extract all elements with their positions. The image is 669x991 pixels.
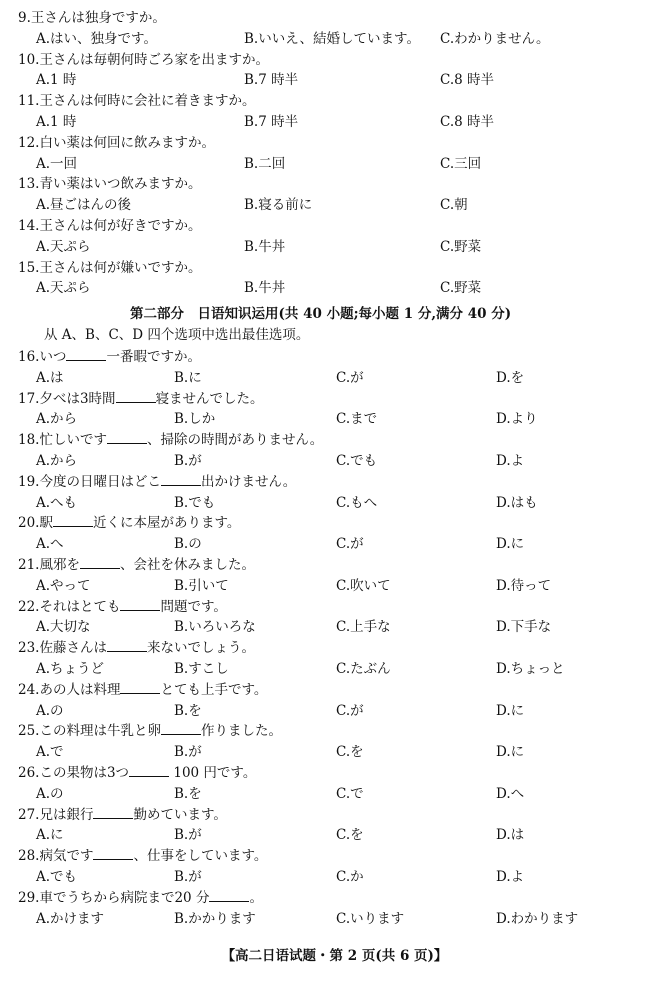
answer-blank [53,514,93,527]
option: C.8 時半 [440,72,495,89]
answer-blank [93,806,133,819]
options-row [36,532,656,552]
option: B.かかります [174,910,256,927]
option: D.に [496,744,525,761]
option: A.かけます [36,910,105,927]
option: C.たぶん [336,661,391,677]
answer-blank [161,473,201,486]
question-text [18,511,240,531]
option: D.はも [496,494,538,511]
option: D.に [496,536,525,553]
option: A.やって [36,577,91,594]
option: D.を [496,369,525,386]
question-text: 13.青い薬はいつ飲みますか。 [18,176,202,193]
options-row [36,657,656,677]
answer-blank [107,639,147,652]
option: A.ちょうど [36,661,105,677]
option: A.に [36,827,64,844]
option: A.の [36,785,64,802]
option: C.を [336,827,364,844]
option: B.が [174,827,202,844]
answer-blank [116,390,156,403]
option: D.よ [496,453,525,469]
option: A.の [36,702,64,719]
option: C.野菜 [440,280,482,297]
question-text [18,844,267,864]
question-prefix: 29.車でうちから病院まで20 分 [18,889,210,906]
question-prefix: 25.この料理は牛乳と卵 [18,723,161,740]
options-row [36,407,656,427]
option: C.が [336,536,364,553]
option: C.野菜 [440,238,482,255]
question-text [18,470,296,490]
option: A.大切な [36,619,91,636]
option: A.昼ごはんの後 [36,197,132,214]
question-text [18,886,263,906]
option: D.に [496,702,525,719]
question-text [18,636,255,656]
question-text: 10.王さんは毎朝何時ごろ家を出ますか。 [18,51,269,68]
options-row [36,574,656,594]
section-title: 第二部分 日语知识运用(共 40 小题;每小题 1 分,满分 40 分) [130,306,512,322]
question-suffix: 、会社を休みました。 [119,557,255,573]
option: C.が [336,369,364,386]
question-text: 15.王さんは何が嫌いですか。 [18,259,202,276]
option: B.牛丼 [244,238,286,255]
question-suffix: 、仕事をしています。 [133,848,268,865]
option: A.へ [36,536,64,553]
option: A.1 時 [36,72,77,89]
option: B.牛丼 [244,280,286,297]
answer-blank [107,431,147,444]
option: B.が [174,453,202,469]
question-suffix: 、掃除の時間がありません。 [146,432,324,449]
option: A.一回 [36,155,78,172]
question-prefix: 19.今度の日曜日はどこ [18,473,161,490]
question-suffix: 。 [249,889,263,906]
page-footer: 【高二日语试题・第 2 页(共 6 页)】 [221,948,448,964]
option: C.を [336,744,364,761]
question-suffix: 近くに本屋があります。 [92,515,241,532]
options-row [36,782,656,802]
question-prefix: 21.風邪を [18,557,80,573]
option: B.を [174,702,202,719]
options-row [36,615,656,635]
question-text: 9.王さんは独身ですか。 [18,10,166,26]
question-suffix: とても上手です。 [160,681,268,698]
option: A.は [36,369,64,386]
option: D.わかります [496,910,579,927]
option: D.より [496,411,538,428]
option: A.天ぷら [36,238,91,255]
options-row [36,276,656,296]
option: B.が [174,869,202,885]
question-prefix: 16.いつ [18,349,67,365]
option: C.8 時半 [440,114,495,130]
options-row [36,235,656,255]
question-text [18,803,227,823]
answer-blank [129,764,169,777]
options-row [36,865,656,885]
option: C.が [336,702,364,719]
question-text [18,719,282,739]
question-prefix: 27.兄は銀行 [18,806,94,823]
question-text [18,428,323,448]
question-prefix: 26.この果物は3つ [18,765,130,781]
options-row [36,152,656,172]
options-row [36,740,656,760]
option: B.すこし [174,661,229,677]
question-text: 11.王さんは何時に会社に着きますか。 [18,93,256,110]
option: C.吹いて [336,577,391,594]
option: B.が [174,744,202,761]
option: A.へも [36,494,78,511]
question-text [18,678,267,698]
question-suffix: 100 円です。 [169,765,257,781]
options-row [36,907,656,927]
question-suffix: 来ないでしょう。 [146,640,255,657]
options-row [36,699,656,719]
answer-blank [120,598,160,611]
question-suffix: 作りました。 [200,723,282,740]
question-suffix: 問題です。 [160,598,227,615]
option: C.上手な [336,619,391,636]
option: C.もへ [336,494,378,511]
question-prefix: 28.病気です [18,848,94,865]
options-row [36,27,656,47]
option: C.まで [336,411,378,428]
question-prefix: 20.駅 [18,515,53,532]
option: C.でも [336,453,378,469]
option: B.しか [174,411,216,428]
option: D.は [496,827,525,844]
answer-blank [161,722,201,735]
question-text: 14.王さんは何が好きですか。 [18,218,202,234]
option: C.三回 [440,155,482,172]
option: B.いいえ、結婚しています。 [244,30,420,47]
question-suffix: 勤めています。 [133,806,227,823]
answer-blank [209,889,249,902]
option: C.いります [336,910,405,927]
option: A.から [36,453,78,469]
option: B.7 時半 [244,114,299,130]
option: A.天ぷら [36,280,91,297]
option: B.いろいろな [174,619,256,636]
option: B.引いて [174,577,229,594]
option: D.待って [496,577,552,594]
options-row [36,68,656,88]
option: A.で [36,744,64,761]
answer-blank [66,348,106,361]
question-text: 12.白い薬は何回に飲みますか。 [18,134,215,151]
option: D.よ [496,869,525,885]
question-prefix: 22.それはとても [18,598,121,615]
option: B.の [174,536,202,553]
option: A.から [36,411,78,428]
options-row [36,491,656,511]
option: D.ちょっと [496,661,565,677]
question-prefix: 17.夕べは3時間 [18,390,116,407]
option: C.わかりません。 [440,30,550,47]
option: C.で [336,785,364,802]
option: A.1 時 [36,114,77,130]
question-suffix: 一番暇ですか。 [106,349,201,365]
option: B.を [174,785,202,802]
option: B.二回 [244,155,286,172]
answer-blank [80,556,120,569]
option: A.でも [36,869,78,885]
answer-blank [120,681,160,694]
option: D.下手な [496,619,552,636]
option: B.でも [174,494,216,511]
question-text [18,345,201,365]
question-suffix: 出かけません。 [200,473,297,490]
option: B.に [174,369,202,386]
options-row [36,449,656,469]
question-text [18,387,264,407]
question-suffix: 寝ませんでした。 [155,390,264,407]
options-row [36,366,656,386]
option: B.7 時半 [244,72,299,89]
option: C.か [336,869,364,885]
question-text [18,553,255,573]
question-text [18,595,227,615]
option: B.寝る前に [244,197,313,214]
answer-blank [93,847,133,860]
question-prefix: 24.あの人は料理 [18,681,121,698]
question-text [18,761,256,781]
option: A.はい、独身です。 [36,30,157,47]
option: C.朝 [440,197,468,214]
options-row [36,110,656,130]
question-prefix: 23.佐藤さんは [18,640,107,657]
options-row [36,193,656,213]
option: D.へ [496,785,525,802]
question-prefix: 18.忙しいです [18,432,107,449]
instruction: 从 A、B、C、D 四个选项中选出最佳选项。 [44,327,310,343]
options-row [36,823,656,843]
